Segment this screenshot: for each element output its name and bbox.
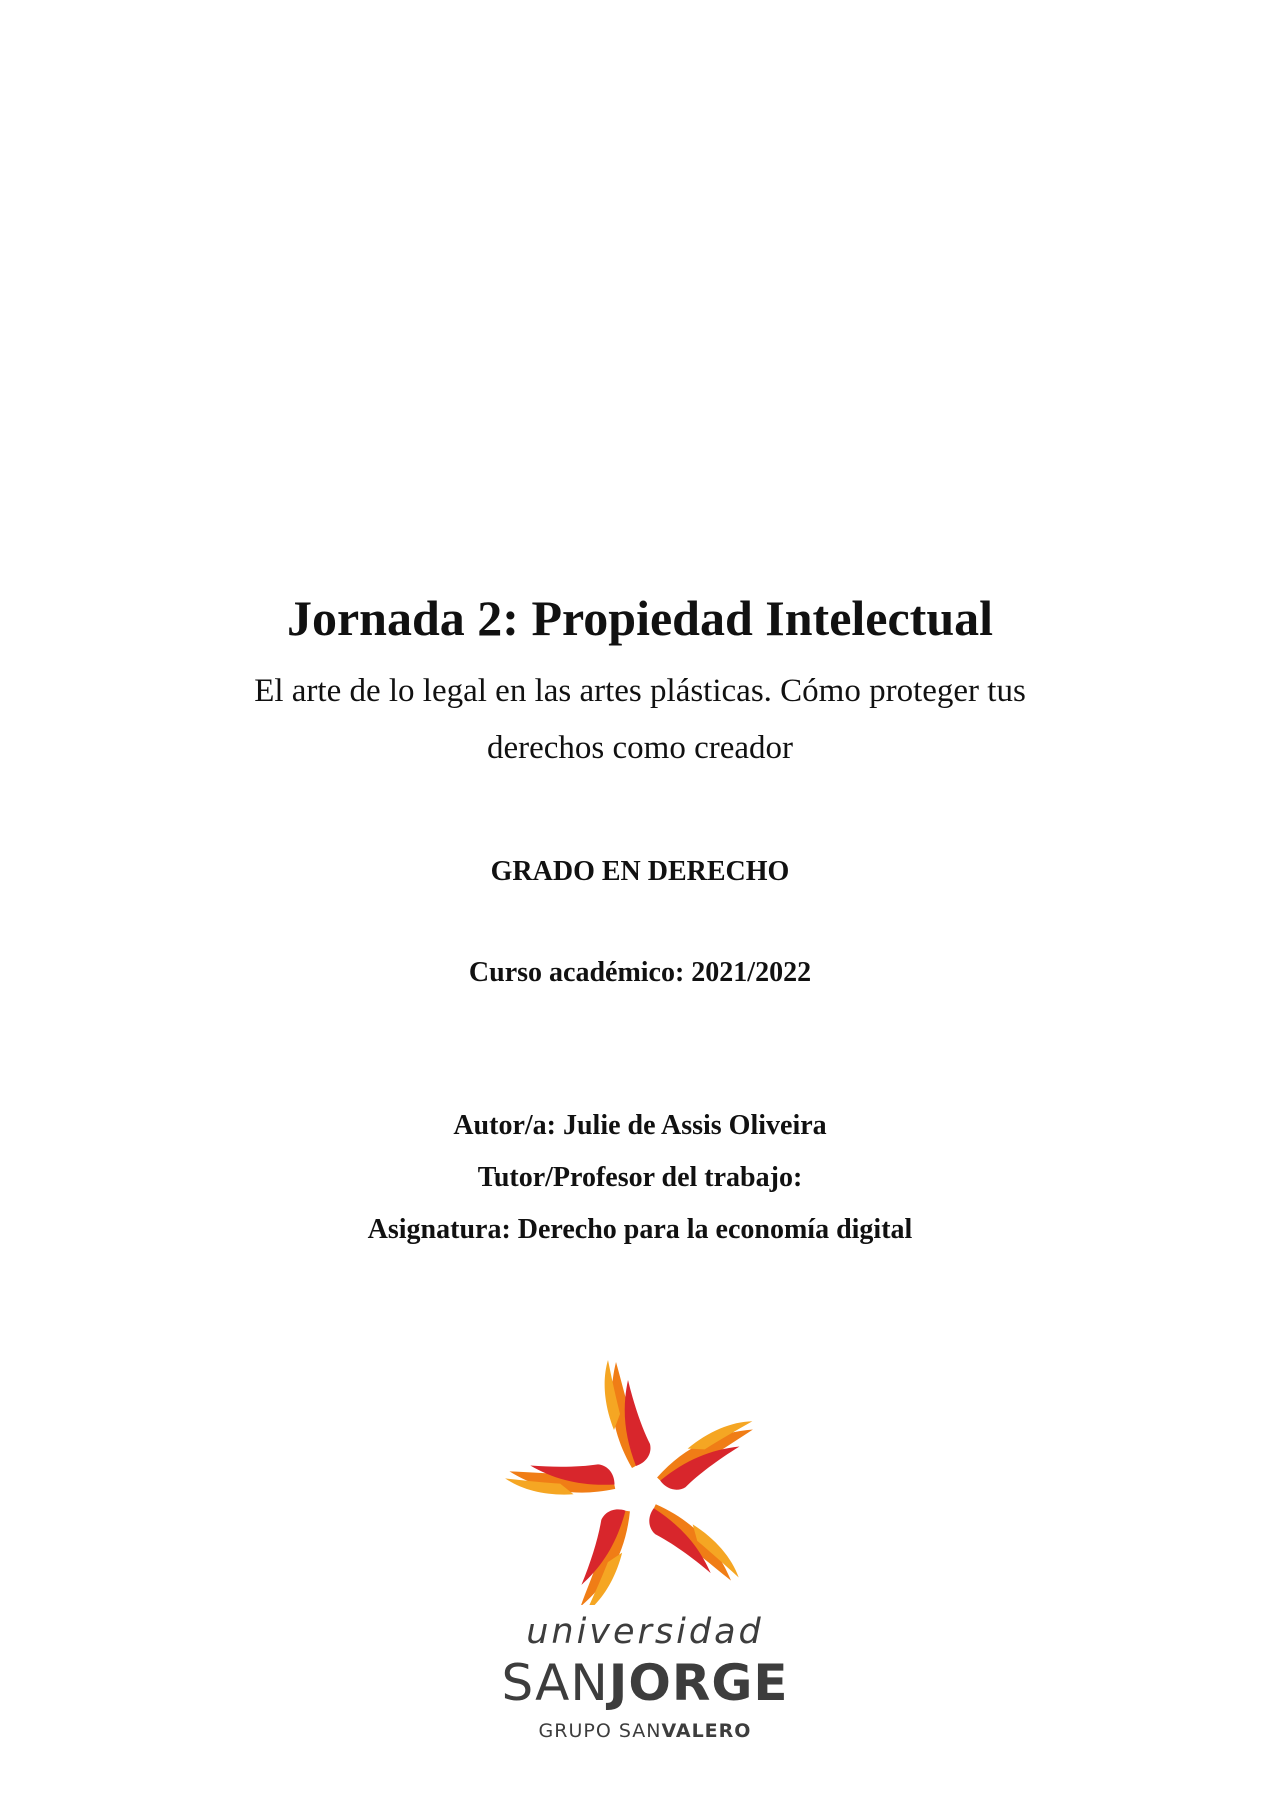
document-subtitle-line-1: El arte de lo legal en las artes plásticas. Cómo proteger tus: [254, 673, 1026, 709]
document-title: Jornada 2: Propiedad Intelectual: [286, 590, 994, 646]
logo-word-valero: VALERO: [661, 1720, 752, 1742]
document-subtitle-line-2: derechos como creador: [486, 730, 793, 766]
academic-year: Curso académico: 2021/2022: [468, 957, 812, 988]
tutor-line: Tutor/Profesor del trabajo:: [477, 1162, 803, 1193]
star-burst-logo-icon: [480, 1350, 810, 1605]
degree-label: GRADO EN DERECHO: [490, 856, 790, 887]
author-line: Autor/a: Julie de Assis Oliveira: [453, 1110, 827, 1141]
subject-line: Asignatura: Derecho para la economía digital: [367, 1214, 913, 1245]
logo-word-san: SAN: [501, 1654, 609, 1712]
university-logo: [480, 1350, 810, 1740]
logo-word-grupo-san: GRUPO SAN: [538, 1720, 662, 1742]
logo-word-universidad: universidad: [526, 1612, 764, 1652]
logo-word-grupo-sanvalero: [480, 1720, 810, 1742]
logo-word-jorge: JORGE: [608, 1654, 789, 1712]
logo-word-sanjorge: [480, 1656, 810, 1710]
